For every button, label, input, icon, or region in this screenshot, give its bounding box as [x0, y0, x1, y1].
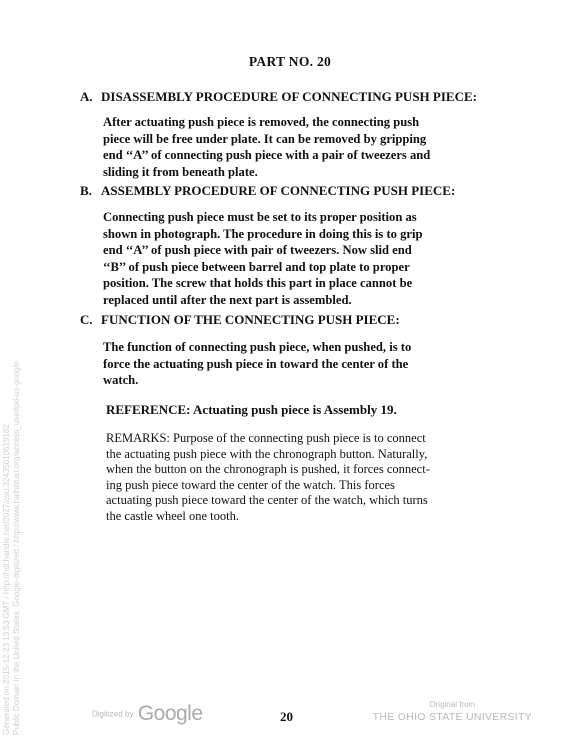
remarks-line: when the button on the chronograph is pushed, it forces connect- [106, 462, 430, 476]
paragraph-line: After actuating push piece is removed, the connecting push [103, 115, 420, 129]
paragraph-line: position. The screw that holds this part in place cannot be [103, 276, 413, 291]
paragraph-line: The function of connecting push piece, when pushed, is to [103, 340, 412, 354]
remarks-line: REMARKS: Purpose of the connecting push piece is to connect [106, 431, 426, 445]
section-c-letter: C. [80, 312, 93, 327]
paragraph-line: shown in photograph. The procedure in doing this is to grip [103, 226, 423, 241]
reference-note: REFERENCE: Actuating push piece is Assembly 19. [106, 402, 397, 417]
section-c-paragraph [103, 339, 518, 389]
section-c-heading [80, 312, 400, 328]
paragraph-line: ‘‘B’’ of push piece between barrel and top plate to proper [103, 259, 410, 274]
remarks-line: the castle wheel one tooth. [106, 508, 239, 523]
section-a-heading [80, 89, 477, 105]
paragraph-line: sliding it from beneath plate. [103, 164, 258, 179]
paragraph-line: piece will be free under plate. It can be removed by gripping [103, 131, 427, 146]
section-b-title: ASSEMBLY PROCEDURE OF CONNECTING PUSH PIECE: [101, 183, 456, 198]
remarks-line: actuating push piece toward the center of the watch, which turns [106, 493, 428, 507]
page-number: 20 [280, 709, 293, 724]
paragraph-line: replaced until after the next part is assembled. [103, 292, 352, 307]
remarks-paragraph [106, 431, 526, 524]
original-from-label: Original from [429, 700, 476, 709]
paragraph-line: end ‘‘A’’ of push piece with pair of tweezers. Now slid end [103, 243, 412, 258]
section-b-heading [80, 183, 455, 199]
hathitrust-watermark [2, 361, 22, 735]
paragraph-line: force the actuating push piece in toward the center of the [103, 356, 409, 371]
digitized-by-google [92, 702, 203, 726]
watermark-line: Public Domain in the United States, Google-digitized / http://www.hathitrust.org/access_use#pd-us-google [12, 361, 21, 735]
original-from [373, 700, 532, 724]
university-name: THE OHIO STATE UNIVERSITY [372, 711, 532, 723]
remarks-line: the actuating push piece with the chronograph button. Naturally, [106, 446, 428, 461]
paragraph-line: watch. [103, 373, 139, 388]
remarks-line: ing push piece toward the center of the watch. This forces [106, 477, 395, 492]
paragraph-line: Connecting push piece must be set to its proper position as [103, 210, 417, 224]
digitized-by-label: Digitized by [92, 709, 134, 719]
section-a-paragraph [103, 114, 518, 180]
section-b-paragraph [103, 209, 518, 309]
section-c-title: FUNCTION OF THE CONNECTING PUSH PIECE: [101, 312, 400, 327]
section-b-letter: B. [80, 183, 92, 198]
paragraph-line: end ‘‘A’’ of connecting push piece with a pair of tweezers and [103, 148, 431, 163]
google-logo: Google [137, 702, 203, 725]
section-a-title: DISASSEMBLY PROCEDURE OF CONNECTING PUSH PIECE: [101, 89, 477, 104]
watermark-line: Generated on 2015-12-23 13:53 GMT / http://hdl.handle.net/2027/osu.32435010619182 [2, 424, 11, 735]
section-a-letter: A. [80, 89, 93, 104]
page-title: PART NO. 20 [248, 54, 332, 69]
